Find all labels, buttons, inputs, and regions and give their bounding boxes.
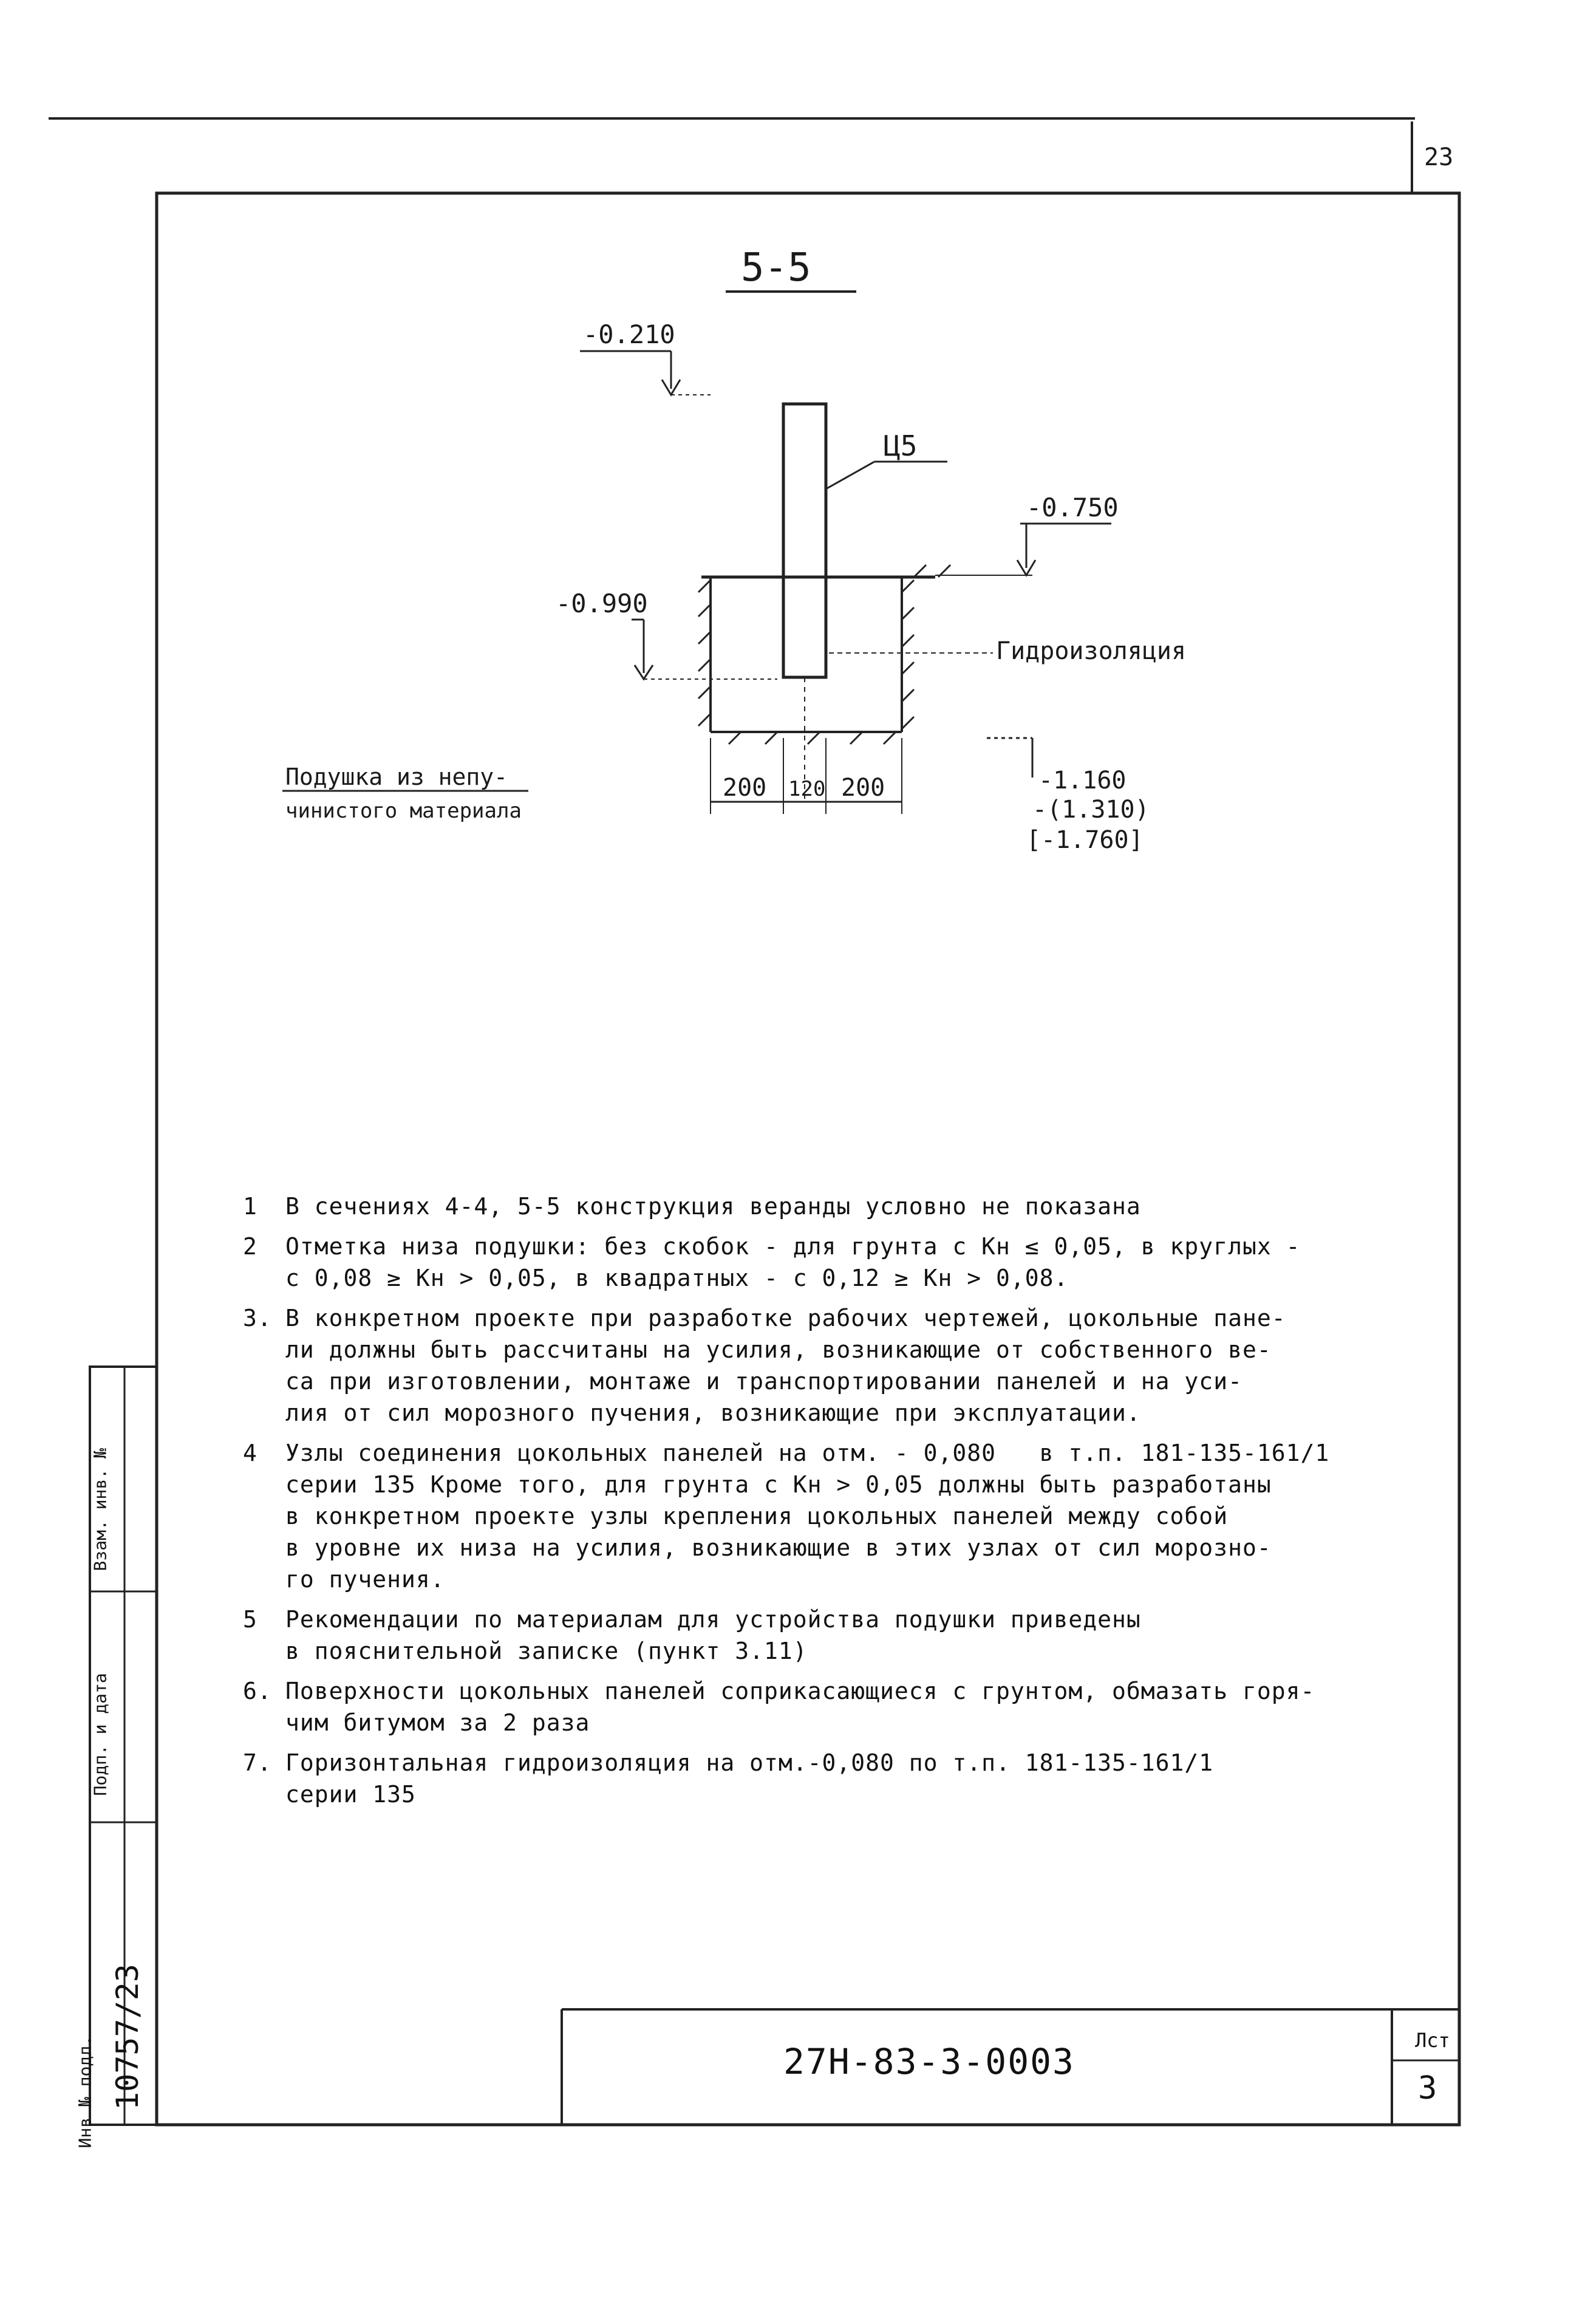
note-line: Отметка низа подушки: без скобок - для грунта с Кн ≤ 0,05, в круглых - (285, 1233, 1301, 1260)
note-item (243, 1437, 1451, 1595)
note-line: са при изготовлении, монтаже и транспортировании панелей и на уси- (285, 1368, 1242, 1395)
note-line: в уровне их низа на усилия, возникающие в этих узлах от сил морозно- (285, 1534, 1272, 1561)
panel-label-leader (826, 462, 874, 489)
cushion-label-line1: Подушка из непу- (285, 764, 508, 790)
note-body (285, 1604, 1141, 1667)
note-number: 7. (243, 1749, 272, 1776)
note-item (243, 1604, 1451, 1667)
note-item (243, 1675, 1451, 1738)
note-item (243, 1231, 1451, 1294)
cushion-label-line2: чинистого материала (285, 799, 522, 823)
note-body (285, 1675, 1315, 1738)
note-number: 1 (243, 1193, 257, 1220)
side-stamp-sign-label: Подп. и дата (90, 1673, 111, 1796)
dim-center: 120 (788, 777, 826, 801)
note-line: Горизонтальная гидроизоляция на отм.-0,080 по т.п. 181-135-161/1 (285, 1749, 1214, 1776)
note-line: в пояснительной записке (пункт 3.11) (285, 1638, 808, 1664)
note-line: с 0,08 ≥ Кн > 0,05, в квадратных - с 0,12 ≥ Кн > 0,08. (285, 1265, 1069, 1291)
note-line: В конкретном проекте при разработке рабочих чертежей, цокольные пане- (285, 1305, 1286, 1331)
note-number: 4 (243, 1440, 257, 1466)
mark-bottom-1: -1.160 (1038, 767, 1127, 795)
note-body (285, 1302, 1286, 1429)
mark-bottom-2: -(1.310) (1032, 796, 1150, 824)
note-line: лия от сил морозного пучения, возникающие при эксплуатации. (285, 1400, 1141, 1426)
section-5-5-drawing (0, 0, 1585, 911)
waterproofing-label: Гидроизоляция (996, 637, 1187, 665)
mark-top: -0.210 (583, 320, 675, 349)
note-line: Поверхности цокольных панелей соприкасающиеся с грунтом, обмазать горя- (285, 1678, 1315, 1704)
note-line: серии 135 Кроме того, для грунта с Кн > 0,05 должны быть разработаны (285, 1471, 1272, 1498)
panel-label: Ц5 (884, 429, 918, 462)
note-line: чим битумом за 2 раза (285, 1709, 590, 1736)
corner-page-number: 23 (1424, 143, 1454, 171)
note-line: ли должны быть рассчитаны на усилия, возникающие от собственного ве- (285, 1336, 1272, 1363)
note-body (285, 1437, 1329, 1595)
mark-bottom-3: [-1.760] (1026, 826, 1144, 854)
dim-left: 200 (723, 774, 767, 802)
note-number: 3. (243, 1305, 272, 1331)
notes-list (243, 1191, 1451, 1810)
dim-right: 200 (841, 774, 885, 802)
note-number: 6. (243, 1678, 272, 1704)
doc-code: 27Н-83-3-0003 (783, 2041, 1075, 2082)
note-body (285, 1747, 1213, 1810)
note-line: Рекомендации по материалам для устройства подушки приведены (285, 1606, 1141, 1633)
note-item (243, 1302, 1451, 1429)
panel-c5 (783, 404, 826, 677)
side-stamp-inv-label: Инв № подл. (75, 2035, 95, 2148)
note-line: серии 135 (285, 1781, 416, 1808)
notes-block (243, 1191, 1451, 1819)
note-item (243, 1191, 1451, 1222)
section-title: 5-5 (741, 245, 811, 290)
note-item (243, 1747, 1451, 1810)
note-line: го пучения. (285, 1566, 445, 1593)
sheet-label: Лст (1415, 2029, 1450, 2052)
side-stamp-inv-value: 10757/23 (110, 1964, 145, 2110)
note-body (285, 1231, 1300, 1294)
side-stamp-replace-label: Взам. инв. № (90, 1448, 111, 1571)
note-line: в конкретном проекте узлы крепления цокольных панелей между собой (285, 1503, 1229, 1529)
note-body (285, 1191, 1141, 1222)
note-number: 5 (243, 1606, 257, 1633)
note-number: 2 (243, 1233, 257, 1260)
mark-left: -0.990 (556, 589, 648, 618)
sheet-number: 3 (1418, 2070, 1437, 2107)
note-line: В сечениях 4-4, 5-5 конструкция веранды условно не показана (285, 1193, 1141, 1220)
note-line: Узлы соединения цокольных панелей на отм. - 0,080 в т.п. 181-135-161/1 (285, 1440, 1330, 1466)
mark-right: -0.750 (1026, 493, 1119, 522)
